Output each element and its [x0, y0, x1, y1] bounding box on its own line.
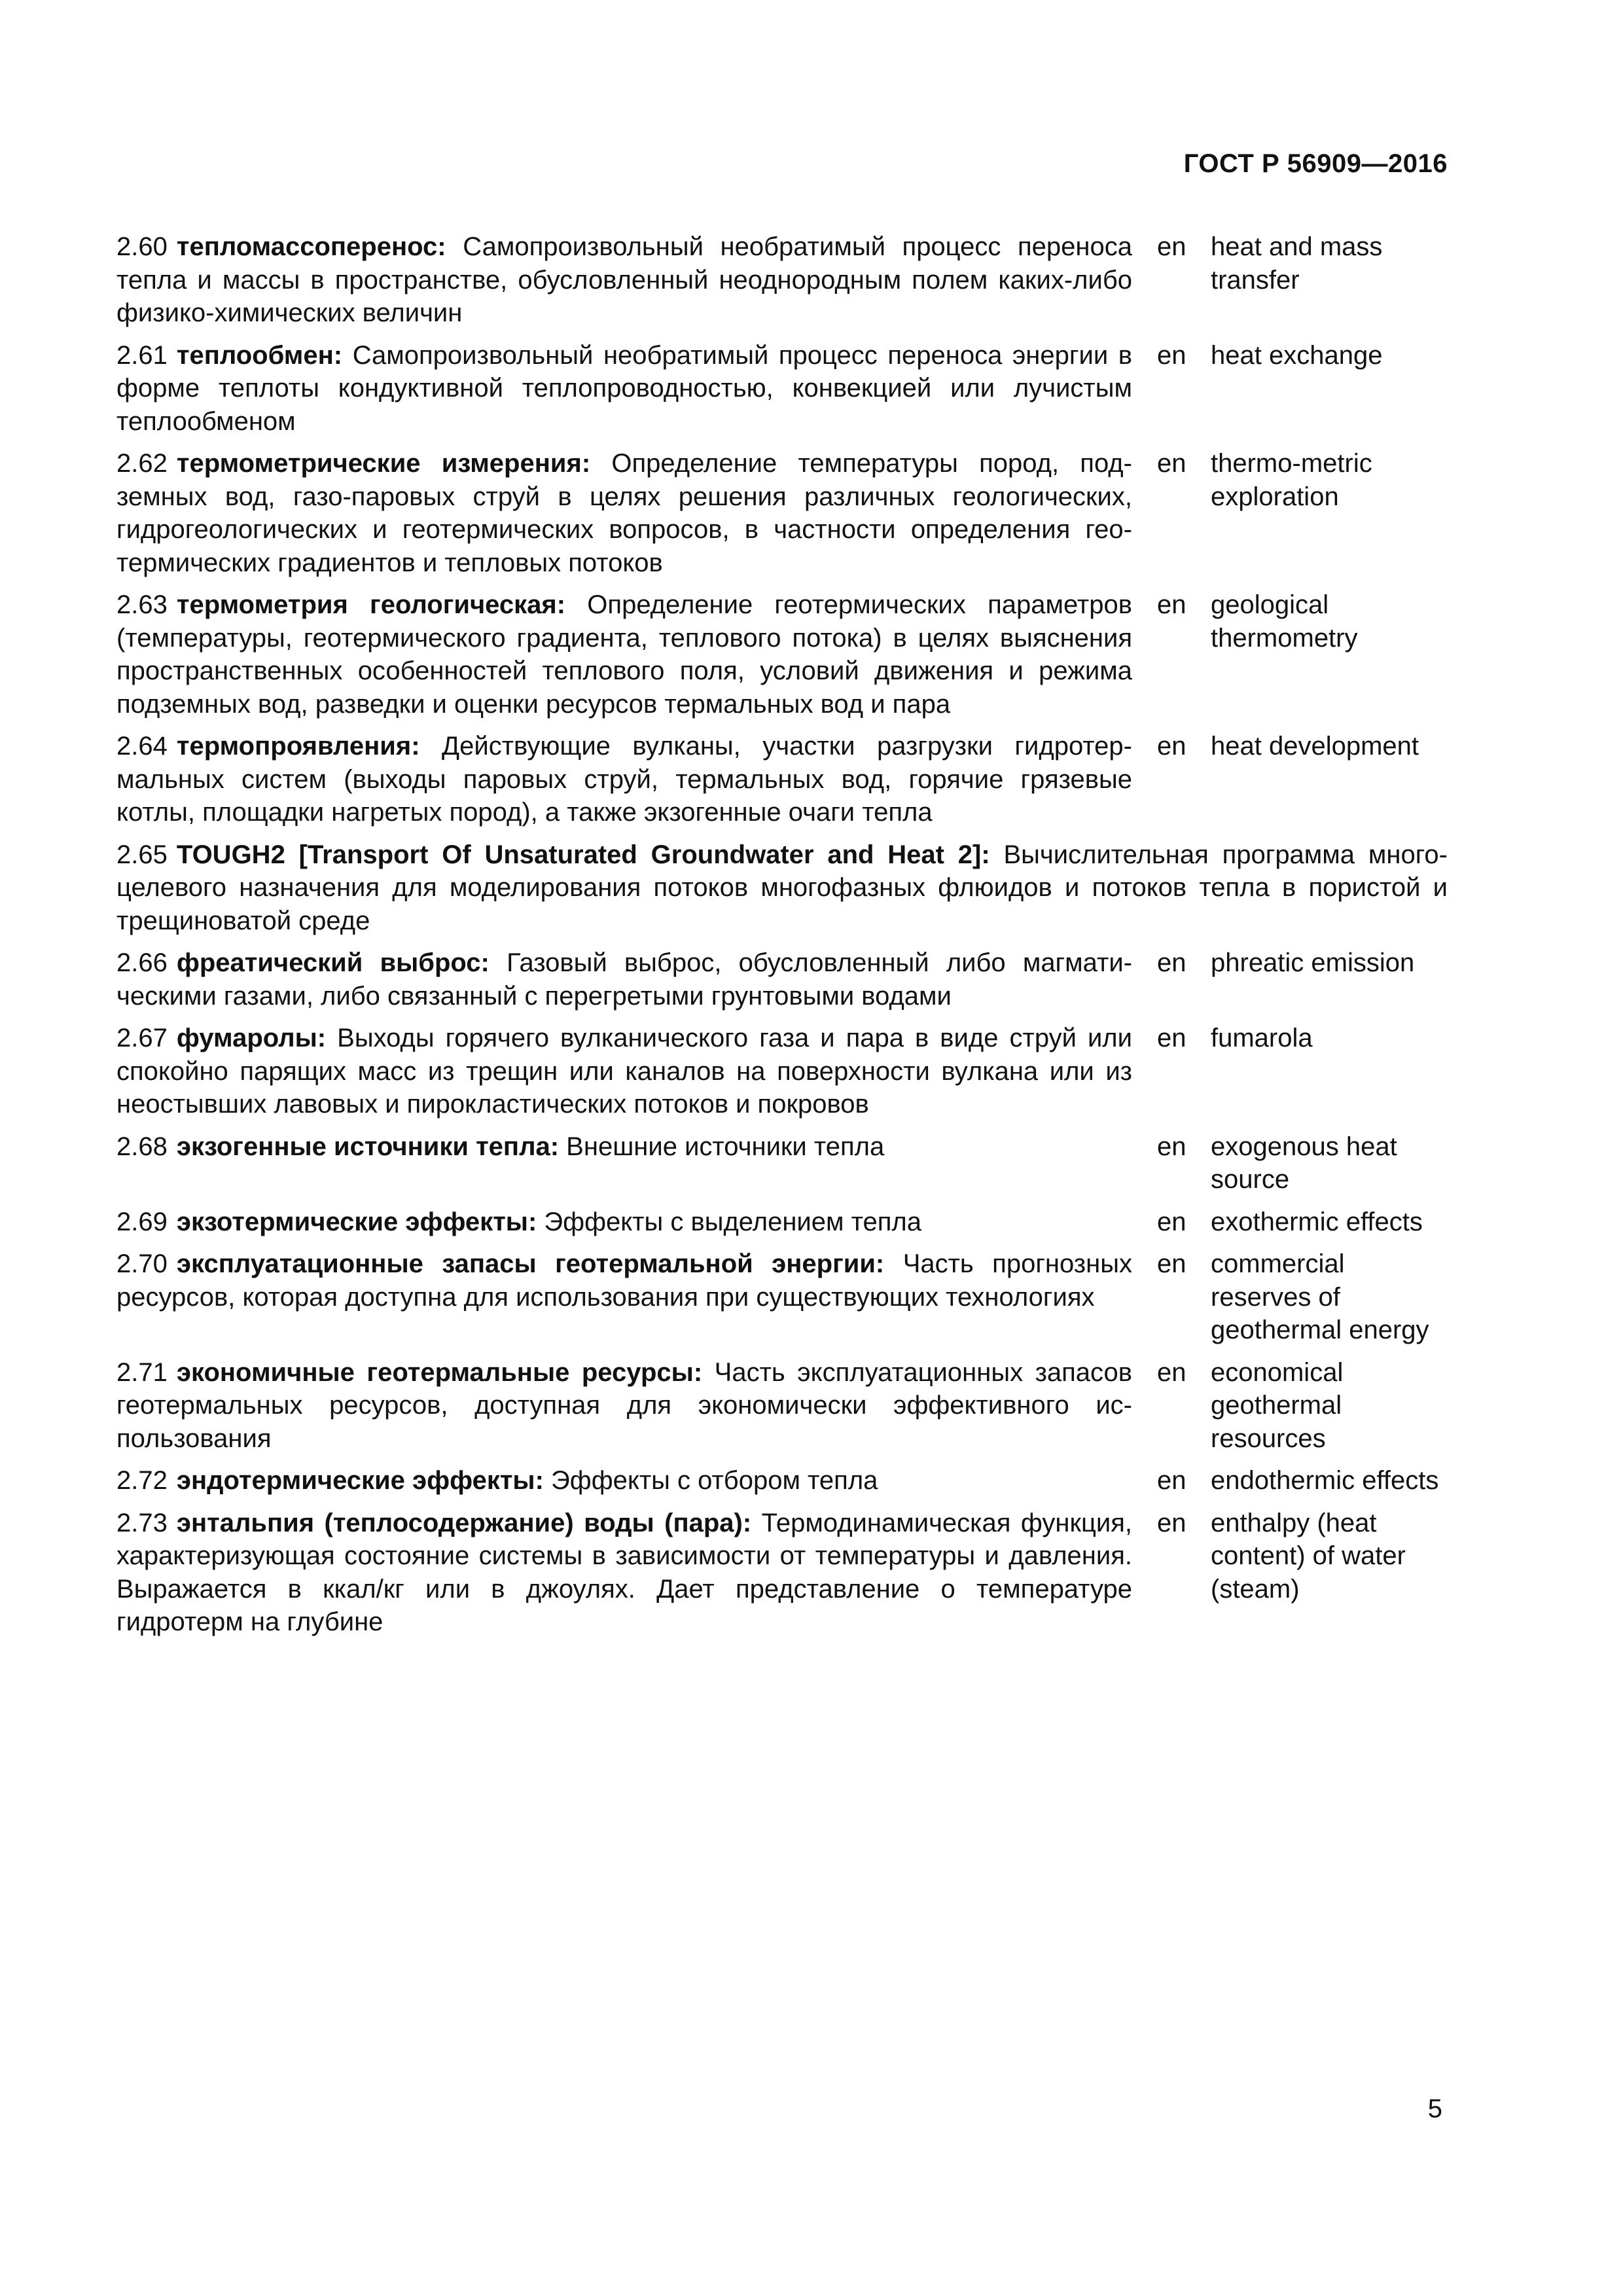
term-entry [116, 230, 1448, 330]
term-title: фумаролы: [176, 1024, 327, 1052]
term-definition [116, 1356, 1132, 1456]
term-text: Определение геотермических параметров (температуры, геотермического градиента, теплового потока) в целях выяснения пространственных особенностей теплового поля, условий движения и режима подземных вод, разведки и оценки ресурсов термальных вод и пара [116, 590, 1132, 719]
term-definition [116, 1507, 1132, 1639]
term-english-equivalent: heat and mass transfer [1211, 232, 1383, 295]
term-text: Эффекты с отбором тепла [551, 1466, 878, 1495]
term-language-code: en [1157, 948, 1186, 977]
term-definition [116, 339, 1132, 439]
term-definition [116, 838, 1448, 938]
term-english-equivalent: thermo-metric exploration [1211, 449, 1372, 511]
term-number: 2.67 [116, 1024, 168, 1052]
term-language-code: en [1157, 232, 1186, 261]
term-title: экзотермические эффекты: [176, 1207, 537, 1236]
term-definition [116, 1206, 1132, 1239]
term-language-code: en [1157, 732, 1186, 761]
term-english-equivalent: geological thermometry [1211, 590, 1358, 653]
term-title: фреатический выброс: [176, 948, 490, 977]
term-definition [116, 1464, 1132, 1498]
term-text: Газовый выброс, обусловленный либо магматическими газами, либо связанный с перегретыми грунтовыми водами [116, 948, 1133, 1011]
term-definition [116, 1130, 1132, 1164]
term-language-code: en [1157, 340, 1186, 370]
term-text: Выходы горячего вулканического газа и пара в виде струй или спокойно парящих масс из трещин или каналов на поверхности вулкана или из неостывших лавовых и пирокластических потоков и покровов [116, 1024, 1132, 1119]
term-language-code: en [1157, 1508, 1186, 1537]
terms-list [116, 230, 1448, 1648]
term-entry [116, 838, 1448, 938]
term-number: 2.60 [116, 232, 168, 261]
term-definition [116, 230, 1132, 330]
term-number: 2.71 [116, 1357, 168, 1387]
term-entry [116, 1247, 1448, 1347]
term-entry [116, 447, 1448, 579]
term-language-code: en [1157, 1357, 1186, 1387]
term-english-equivalent: economical geothermal resources [1211, 1357, 1344, 1453]
term-english-equivalent: phreatic emission [1211, 948, 1415, 977]
term-number: 2.68 [116, 1132, 168, 1161]
term-text: Самопроизвольный необратимый процесс переноса энергии в форме теплоты кондуктивной теплопроводностью, конвекцией или лучистым теплообменом [116, 340, 1132, 436]
term-entry [116, 1356, 1448, 1456]
term-english-equivalent: commercial reserves of geothermal energy [1211, 1249, 1429, 1344]
term-language-code: en [1157, 1024, 1186, 1052]
term-english-equivalent: endothermic effects [1211, 1466, 1439, 1495]
term-text: Действующие вулканы, участки разгрузки гидротермальных систем (выходы паровых струй, термальных вод, горячие грязевые котлы, площадки нагретых пород), а также экзогенные очаги тепла [116, 732, 1132, 827]
term-title: эксплуатационные запасы геотермальной энергии: [176, 1249, 885, 1278]
term-entry [116, 1464, 1448, 1498]
term-definition [116, 1022, 1132, 1121]
term-language-code: en [1157, 449, 1186, 478]
term-text: Самопроизвольный необратимый процесс переноса тепла и массы в пространстве, обусловленный неоднородным полем каких-либо физико-химических величин [116, 232, 1132, 327]
term-title: энтальпия (теплосодержание) воды (пара): [176, 1508, 752, 1537]
term-number: 2.66 [116, 948, 168, 977]
term-number: 2.65 [116, 840, 168, 869]
term-title: эндотермические эффекты: [176, 1466, 544, 1495]
term-text: Термодинамическая функция, характеризующая состояние системы в зависимости от температуры и давления. Выражается в ккал/кг или в джоулях. Дает представление о температуре гидротерм на глубине [116, 1508, 1132, 1636]
term-text: Часть прогнозных ресурсов, которая доступна для использования при существующих технологиях [116, 1249, 1132, 1312]
page-number: 5 [1427, 2094, 1442, 2123]
term-language-code: en [1157, 1132, 1186, 1161]
term-title: экономичные геотермальные ресурсы: [176, 1357, 703, 1387]
term-definition [116, 588, 1132, 721]
term-entry [116, 946, 1448, 1013]
term-english-equivalent: exothermic effects [1211, 1207, 1423, 1236]
term-entry [116, 730, 1448, 829]
term-number: 2.72 [116, 1466, 168, 1495]
term-title: экзогенные источники тепла: [176, 1132, 560, 1161]
term-text: Эффекты с выделением тепла [544, 1207, 921, 1236]
term-entry [116, 1022, 1448, 1121]
term-language-code: en [1157, 590, 1186, 619]
term-text: Определение температуры пород, подземных вод, газо-паровых струй в целях решения различных геологических, гидрогеологических и геотермических вопросов, в частности определения геотермических градиентов и тепловых потоков [116, 449, 1132, 577]
term-english-equivalent: exogenous heat source [1211, 1132, 1397, 1194]
document-header: ГОСТ Р 56909—2016 [1183, 149, 1448, 178]
term-title: тепломассоперенос: [176, 232, 446, 261]
term-definition [116, 730, 1132, 829]
term-language-code: en [1157, 1249, 1186, 1278]
term-number: 2.73 [116, 1508, 168, 1537]
term-entry [116, 1206, 1448, 1239]
term-definition [116, 447, 1132, 579]
term-number: 2.62 [116, 449, 168, 478]
term-title: TOUGH2 [Transport Of Unsaturated Groundwater and Heat 2]: [176, 840, 990, 869]
term-number: 2.69 [116, 1207, 168, 1236]
term-entry [116, 339, 1448, 439]
term-language-code: en [1157, 1466, 1186, 1495]
term-number: 2.70 [116, 1249, 168, 1278]
term-entry [116, 1130, 1448, 1196]
term-text: Внешние источники тепла [566, 1132, 885, 1161]
term-title: термометрия геологическая: [176, 590, 566, 619]
term-title: термометрические измерения: [176, 449, 591, 478]
term-english-equivalent: heat exchange [1211, 340, 1383, 370]
term-entry [116, 1507, 1448, 1639]
term-definition [116, 1247, 1132, 1314]
term-title: теплообмен: [176, 340, 343, 370]
term-definition [116, 946, 1132, 1013]
term-english-equivalent: heat development [1211, 732, 1419, 761]
term-title: термопроявления: [176, 732, 420, 761]
term-language-code: en [1157, 1207, 1186, 1236]
term-number: 2.64 [116, 732, 168, 761]
term-text: Часть эксплуатационных запасов геотермальных ресурсов, доступная для экономически эффективного использования [116, 1357, 1133, 1453]
term-english-equivalent: fumarola [1211, 1024, 1313, 1052]
term-english-equivalent: enthalpy (heat content) of water (steam) [1211, 1508, 1406, 1604]
term-number: 2.63 [116, 590, 168, 619]
term-entry [116, 588, 1448, 721]
term-text: Вычислительная программа многоцелевого назначения для моделирования потоков многофазных флюидов и потоков тепла в пористой и трещиноватой среде [116, 840, 1448, 935]
term-number: 2.61 [116, 340, 168, 370]
